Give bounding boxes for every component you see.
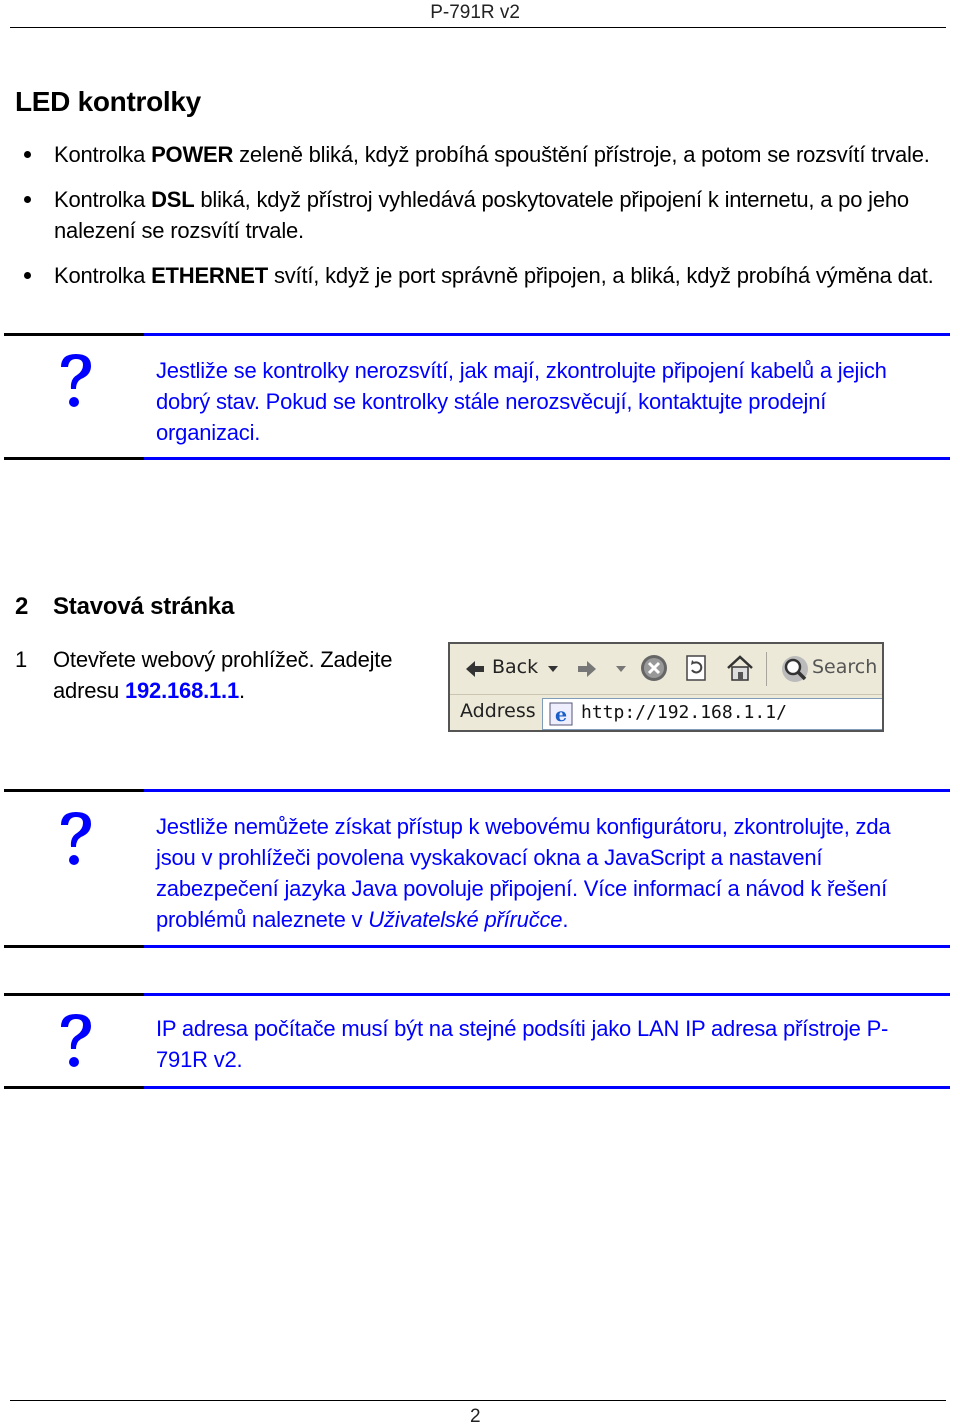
note-top-rule: [4, 789, 950, 792]
back-arrow-icon: [464, 658, 486, 680]
stop-icon: [640, 654, 668, 682]
led-item-ethernet: Kontrolka ETHERNET svítí, když je port správně připojen, a bliká, když probíhá výměna dat.: [14, 260, 934, 291]
led-item-dsl: Kontrolka DSL bliká, když přístroj vyhledává poskytovatele připojení k internetu, a po jeho nalezení se rozsvítí trvale.: [14, 184, 934, 246]
note-bottom-rule: [4, 457, 950, 460]
question-mark-icon: [56, 1011, 96, 1071]
note-top-rule: [4, 993, 950, 996]
note-web-configurator-text: Jestliže nemůžete získat přístup k webovému konfigurátoru, zkontrolujte, zda jsou v prohlížeči povolena vyskakovací okna a JavaScript a nastavení zabezpečení jazyka Java povoluje připojení. Více informací a návod k řešení problémů naleznete v Uživatelské příručce.: [156, 814, 891, 932]
bullet-icon: [24, 196, 31, 203]
note-bottom-rule: [4, 1086, 950, 1089]
bullet-icon: [24, 151, 31, 158]
note-led-text: Jestliže se kontrolky nerozsvítí, jak mají, zkontrolujte připojení kabelů a jejich dobrý stav. Pokud se kontrolky stále nerozsvěcují, kontaktujte prodejní organizaci.: [156, 358, 887, 445]
note-ip-subnet-text: IP adresa počítače musí být na stejné podsíti jako LAN IP adresa přístroje P-791R v2.: [156, 1016, 889, 1072]
step-1: 1 Otevřete webový prohlížeč. Zadejte adresu 192.168.1.1.: [15, 647, 393, 703]
router-address: 192.168.1.1: [124, 678, 240, 703]
chevron-down-icon: [548, 666, 558, 673]
page-number: 2: [470, 1406, 481, 1427]
note-led: [4, 333, 950, 463]
chevron-down-icon: [616, 666, 626, 673]
svg-text:e: e: [554, 704, 568, 726]
browser-address-bar: [450, 695, 882, 732]
header-rule: [10, 27, 946, 28]
home-icon: [726, 654, 754, 682]
footer-rule: [10, 1400, 946, 1401]
ie-page-icon: [548, 701, 574, 727]
forward-arrow-icon: [576, 658, 598, 680]
note-ip-subnet: [4, 993, 950, 1093]
status-section-title: 2 Stavová stránka: [15, 593, 235, 620]
led-bullet-list: [14, 139, 934, 305]
header-model: P-791R v2: [430, 2, 520, 23]
led-item-power: Kontrolka POWER zeleně bliká, když probíhá spouštění přístroje, a potom se rozsvítí trvale.: [14, 139, 934, 170]
user-guide-reference: Uživatelské příručce: [368, 907, 563, 932]
toolbar-separator: [766, 652, 767, 686]
search-button: Search: [812, 656, 878, 678]
back-button: Back: [492, 656, 539, 678]
address-label: Address: [460, 700, 536, 722]
url-field: [542, 698, 882, 730]
browser-toolbar-screenshot: [448, 642, 884, 732]
search-icon: [780, 654, 810, 684]
note-top-rule: [4, 333, 950, 336]
refresh-icon: [684, 654, 710, 682]
question-mark-icon: [56, 351, 96, 411]
bullet-icon: [24, 272, 31, 279]
led-section-title: LED kontrolky: [15, 86, 201, 117]
browser-toolbar: [450, 644, 882, 695]
note-bottom-rule: [4, 945, 950, 948]
url-text: http://192.168.1.1/: [581, 702, 787, 723]
note-web-configurator: [4, 789, 950, 953]
question-mark-icon: [56, 809, 96, 869]
